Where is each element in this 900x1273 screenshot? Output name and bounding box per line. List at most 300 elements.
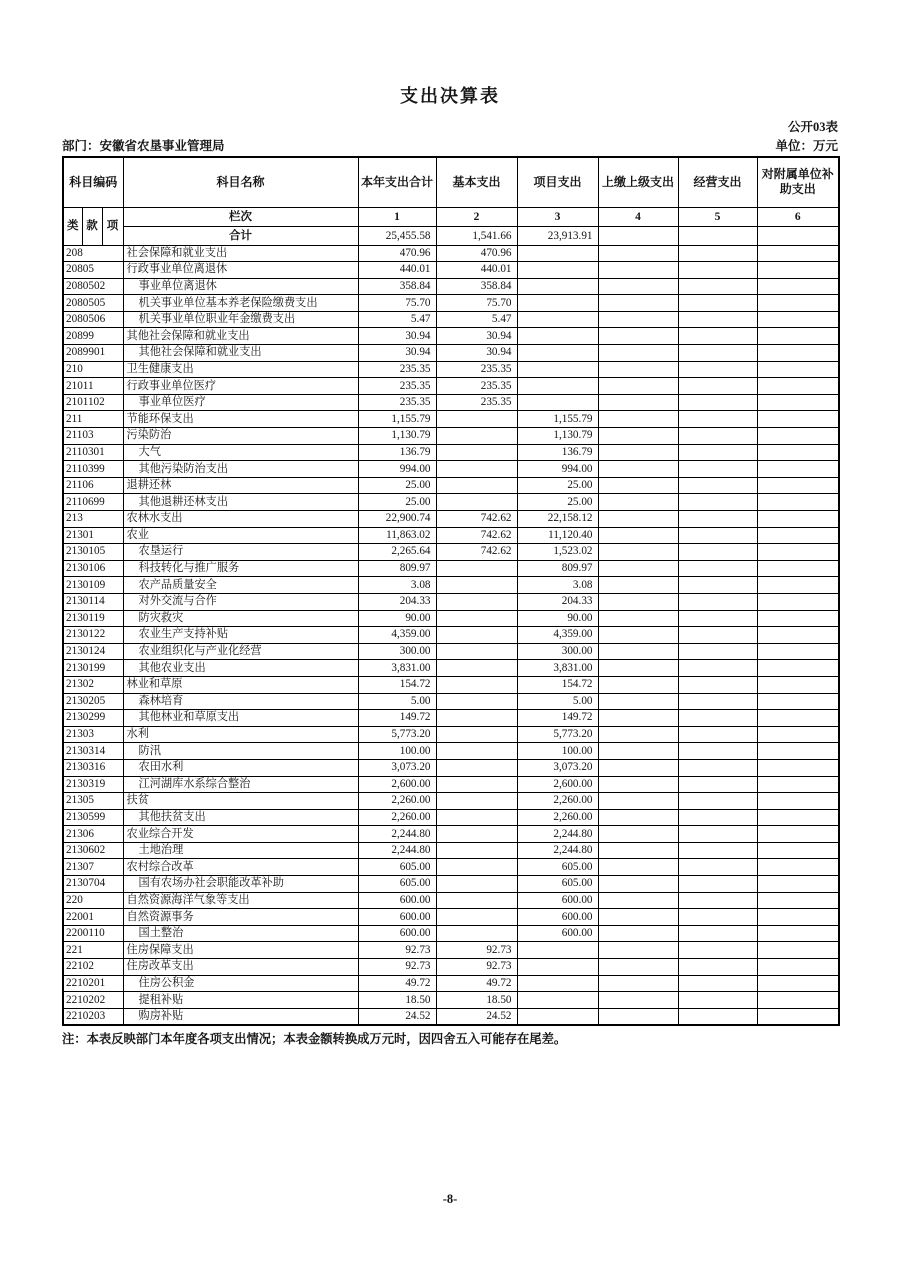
amount-cell: [678, 262, 757, 279]
amount-cell: 4,359.00: [358, 627, 436, 644]
amount-cell: [436, 660, 517, 677]
amount-cell: 30.94: [436, 328, 517, 345]
amount-cell: [436, 909, 517, 926]
amount-cell: [757, 411, 839, 428]
amount-cell: [678, 1008, 757, 1025]
subject-code: 211: [63, 411, 123, 428]
subject-name: 扶贫: [123, 793, 358, 810]
subject-name: 农村综合改革: [123, 859, 358, 876]
amount-cell: 809.97: [517, 560, 598, 577]
subject-name: 其他农业支出: [123, 660, 358, 677]
amount-cell: [436, 793, 517, 810]
amount-cell: [598, 876, 678, 893]
amount-cell: [678, 942, 757, 959]
amount-cell: [678, 411, 757, 428]
amount-cell: [757, 477, 839, 494]
amount-cell: 2,244.80: [517, 842, 598, 859]
table-row: [63, 726, 839, 743]
amount-cell: [678, 560, 757, 577]
amount-cell: 605.00: [517, 876, 598, 893]
amount-cell: [757, 676, 839, 693]
amount-cell: 300.00: [358, 643, 436, 660]
subject-code: 21103: [63, 428, 123, 445]
amount-cell: [678, 577, 757, 594]
subject-name: 防汛: [123, 743, 358, 760]
subject-code: 2130599: [63, 809, 123, 826]
amount-cell: [598, 378, 678, 395]
subject-code: 2130109: [63, 577, 123, 594]
amount-cell: [757, 759, 839, 776]
table-row: [63, 660, 839, 677]
amount-cell: [598, 710, 678, 727]
amount-cell: [436, 627, 517, 644]
col-header-basic: 基本支出: [436, 157, 517, 207]
amount-cell: 605.00: [517, 859, 598, 876]
amount-cell: [598, 461, 678, 478]
amount-cell: [598, 494, 678, 511]
subject-code: 2130316: [63, 759, 123, 776]
amount-cell: 154.72: [358, 676, 436, 693]
amount-cell: 25.00: [517, 494, 598, 511]
amount-cell: [598, 527, 678, 544]
amount-cell: [757, 262, 839, 279]
amount-cell: 5,773.20: [517, 726, 598, 743]
amount-cell: 24.52: [358, 1008, 436, 1025]
amount-cell: [598, 726, 678, 743]
subject-code: 2130105: [63, 544, 123, 561]
amount-cell: 470.96: [436, 245, 517, 262]
amount-cell: 600.00: [517, 892, 598, 909]
subject-name: 住房保障支出: [123, 942, 358, 959]
amount-cell: [436, 428, 517, 445]
amount-cell: [598, 743, 678, 760]
table-row: [63, 494, 839, 511]
table-row: [63, 975, 839, 992]
subject-code: 21011: [63, 378, 123, 395]
amount-cell: [757, 245, 839, 262]
amount-cell: [678, 627, 757, 644]
amount-cell: 1,523.02: [517, 544, 598, 561]
amount-cell: [757, 842, 839, 859]
expenditure-table: [62, 156, 840, 1026]
amount-cell: 30.94: [358, 328, 436, 345]
subject-name: 其他扶贫支出: [123, 809, 358, 826]
subject-name: 农业: [123, 527, 358, 544]
subject-name: 其他退耕还林支出: [123, 494, 358, 511]
amount-cell: [598, 826, 678, 843]
amount-cell: 2,260.00: [358, 809, 436, 826]
table-row: [63, 361, 839, 378]
subject-code-header: 科目编码: [63, 157, 123, 207]
subject-name: 农业组织化与产业化经营: [123, 643, 358, 660]
amount-cell: 92.73: [436, 959, 517, 976]
amount-cell: 5.47: [436, 311, 517, 328]
amount-cell: [757, 444, 839, 461]
subject-name: 水利: [123, 726, 358, 743]
amount-cell: [517, 278, 598, 295]
subject-name: 提租补贴: [123, 992, 358, 1009]
amount-cell: [598, 511, 678, 528]
amount-cell: 92.73: [358, 942, 436, 959]
subject-code: 2130205: [63, 693, 123, 710]
amount-cell: [598, 892, 678, 909]
amount-cell: [757, 511, 839, 528]
amount-cell: 11,863.02: [358, 527, 436, 544]
subject-name: 科技转化与推广服务: [123, 560, 358, 577]
amount-cell: [436, 693, 517, 710]
amount-cell: [678, 876, 757, 893]
amount-cell: 1,155.79: [358, 411, 436, 428]
amount-cell: 100.00: [358, 743, 436, 760]
amount-cell: [678, 527, 757, 544]
header-row-1: [63, 157, 839, 207]
amount-cell: [757, 859, 839, 876]
amount-cell: 300.00: [517, 643, 598, 660]
table-row: [63, 461, 839, 478]
amount-cell: 235.35: [358, 361, 436, 378]
amount-cell: [678, 345, 757, 362]
header-row-lanci: [63, 207, 839, 226]
subject-name: 社会保障和就业支出: [123, 245, 358, 262]
amount-cell: [757, 793, 839, 810]
amount-cell: 5,773.20: [358, 726, 436, 743]
amount-cell: 1,130.79: [517, 428, 598, 445]
table-row: [63, 643, 839, 660]
subject-code: 2130199: [63, 660, 123, 677]
subject-code: 2130299: [63, 710, 123, 727]
table-row: [63, 610, 839, 627]
amount-cell: [757, 627, 839, 644]
amount-cell: 204.33: [517, 593, 598, 610]
amount-cell: 742.62: [436, 511, 517, 528]
amount-cell: 2,244.80: [358, 842, 436, 859]
table-row: [63, 411, 839, 428]
lanci-number: 2: [436, 207, 517, 226]
table-row: [63, 676, 839, 693]
amount-cell: [757, 361, 839, 378]
amount-cell: [436, 743, 517, 760]
table-row: [63, 560, 839, 577]
amount-cell: [436, 925, 517, 942]
subject-code: 20899: [63, 328, 123, 345]
amount-cell: [598, 361, 678, 378]
table-row: [63, 627, 839, 644]
amount-cell: [678, 859, 757, 876]
amount-cell: [598, 959, 678, 976]
subject-code: 2080502: [63, 278, 123, 295]
amount-cell: [757, 494, 839, 511]
subject-code: 21302: [63, 676, 123, 693]
amount-cell: [598, 278, 678, 295]
amount-cell: [757, 378, 839, 395]
amount-cell: 100.00: [517, 743, 598, 760]
subject-code: 2110301: [63, 444, 123, 461]
amount-cell: [678, 909, 757, 926]
code-sub-class: 类: [63, 207, 82, 245]
amount-cell: [757, 643, 839, 660]
amount-cell: 75.70: [436, 295, 517, 312]
amount-cell: [757, 826, 839, 843]
amount-cell: [757, 710, 839, 727]
amount-cell: 470.96: [358, 245, 436, 262]
table-row: [63, 793, 839, 810]
amount-cell: [757, 975, 839, 992]
table-row: [63, 428, 839, 445]
amount-cell: [678, 710, 757, 727]
amount-cell: [678, 776, 757, 793]
table-row: [63, 511, 839, 528]
subject-name: 污染防治: [123, 428, 358, 445]
subject-name: 江河湖库水系综合整治: [123, 776, 358, 793]
amount-cell: [678, 643, 757, 660]
subject-name: 农田水利: [123, 759, 358, 776]
amount-cell: [598, 809, 678, 826]
table-row: [63, 1008, 839, 1025]
subject-code: 2130106: [63, 560, 123, 577]
amount-cell: [678, 676, 757, 693]
amount-cell: [436, 494, 517, 511]
subject-code: 2130124: [63, 643, 123, 660]
amount-cell: 25.00: [358, 477, 436, 494]
amount-cell: [598, 859, 678, 876]
subject-code: 2130119: [63, 610, 123, 627]
amount-cell: 605.00: [358, 859, 436, 876]
amount-cell: 2,600.00: [517, 776, 598, 793]
col-header-operating: 经营支出: [678, 157, 757, 207]
subject-name: 节能环保支出: [123, 411, 358, 428]
amount-cell: 3.08: [358, 577, 436, 594]
amount-cell: [757, 776, 839, 793]
subject-code: 220: [63, 892, 123, 909]
subject-code: 20805: [63, 262, 123, 279]
total-value: 25,455.58: [358, 226, 436, 245]
amount-cell: [598, 676, 678, 693]
amount-cell: 440.01: [358, 262, 436, 279]
page-number: -8-: [442, 1192, 458, 1206]
amount-cell: [678, 759, 757, 776]
amount-cell: [598, 793, 678, 810]
amount-cell: 605.00: [358, 876, 436, 893]
col-header-upturn: 上缴上级支出: [598, 157, 678, 207]
amount-cell: [598, 593, 678, 610]
amount-cell: [678, 992, 757, 1009]
amount-cell: 235.35: [436, 378, 517, 395]
subject-name-header: 科目名称: [123, 157, 358, 207]
total-value: [598, 226, 678, 245]
amount-cell: 92.73: [436, 942, 517, 959]
amount-cell: [678, 925, 757, 942]
amount-cell: [678, 494, 757, 511]
amount-cell: [517, 311, 598, 328]
subject-code: 21303: [63, 726, 123, 743]
amount-cell: [436, 444, 517, 461]
amount-cell: [598, 444, 678, 461]
amount-cell: [598, 262, 678, 279]
page-content: [62, 0, 838, 1047]
subject-name: 农业综合开发: [123, 826, 358, 843]
amount-cell: [757, 1008, 839, 1025]
amount-cell: [678, 477, 757, 494]
amount-cell: 1,130.79: [358, 428, 436, 445]
subject-code: 221: [63, 942, 123, 959]
subject-name: 退耕还林: [123, 477, 358, 494]
amount-cell: 5.00: [517, 693, 598, 710]
amount-cell: 18.50: [358, 992, 436, 1009]
amount-cell: [598, 693, 678, 710]
amount-cell: [757, 544, 839, 561]
amount-cell: 235.35: [436, 361, 517, 378]
col-header-subsidy: 对附属单位补助支出: [757, 157, 839, 207]
amount-cell: 235.35: [436, 394, 517, 411]
table-row: [63, 942, 839, 959]
subject-code: 2080505: [63, 295, 123, 312]
table-row: [63, 710, 839, 727]
amount-cell: 75.70: [358, 295, 436, 312]
amount-cell: [598, 610, 678, 627]
amount-cell: [598, 1008, 678, 1025]
amount-cell: 742.62: [436, 527, 517, 544]
subject-code: 2130314: [63, 743, 123, 760]
amount-cell: [517, 394, 598, 411]
subject-code: 2101102: [63, 394, 123, 411]
subject-code: 2110699: [63, 494, 123, 511]
amount-cell: 2,265.64: [358, 544, 436, 561]
subject-code: 210: [63, 361, 123, 378]
subject-name: 事业单位离退休: [123, 278, 358, 295]
subject-name: 其他林业和草原支出: [123, 710, 358, 727]
amount-cell: [517, 959, 598, 976]
table-row: [63, 345, 839, 362]
table-row: [63, 295, 839, 312]
amount-cell: [678, 378, 757, 395]
amount-cell: 25.00: [517, 477, 598, 494]
table-row: [63, 593, 839, 610]
subject-name: 住房改革支出: [123, 959, 358, 976]
lanci-number: 4: [598, 207, 678, 226]
amount-cell: [757, 809, 839, 826]
footnote: 注：本表反映部门本年度各项支出情况；本表金额转换成万元时，因四舍五入可能存在尾差。: [62, 1031, 567, 1046]
total-label: 合计: [123, 226, 358, 245]
amount-cell: 49.72: [436, 975, 517, 992]
amount-cell: [598, 560, 678, 577]
subject-name: 卫生健康支出: [123, 361, 358, 378]
amount-cell: 994.00: [517, 461, 598, 478]
amount-cell: [678, 461, 757, 478]
table-row: [63, 959, 839, 976]
amount-cell: [757, 593, 839, 610]
amount-cell: [757, 278, 839, 295]
amount-cell: [598, 925, 678, 942]
table-row: [63, 378, 839, 395]
subject-code: 2130704: [63, 876, 123, 893]
amount-cell: [757, 693, 839, 710]
amount-cell: [436, 809, 517, 826]
amount-cell: 30.94: [358, 345, 436, 362]
amount-cell: [757, 394, 839, 411]
amount-cell: [757, 311, 839, 328]
lanci-number: 6: [757, 207, 839, 226]
amount-cell: [678, 394, 757, 411]
subject-name: 对外交流与合作: [123, 593, 358, 610]
amount-cell: [598, 842, 678, 859]
amount-cell: [436, 643, 517, 660]
amount-cell: [436, 859, 517, 876]
amount-cell: [517, 345, 598, 362]
col-header-project: 项目支出: [517, 157, 598, 207]
amount-cell: 22,158.12: [517, 511, 598, 528]
unit-label: 单位：万元: [775, 139, 838, 153]
amount-cell: 92.73: [358, 959, 436, 976]
table-row: [63, 992, 839, 1009]
amount-cell: [436, 826, 517, 843]
subject-name: 大气: [123, 444, 358, 461]
amount-cell: 2,244.80: [358, 826, 436, 843]
amount-cell: 90.00: [358, 610, 436, 627]
table-row: [63, 245, 839, 262]
lanci-number: 5: [678, 207, 757, 226]
amount-cell: 22,900.74: [358, 511, 436, 528]
amount-cell: [757, 726, 839, 743]
header-row-total: [63, 226, 839, 245]
table-row: [63, 776, 839, 793]
amount-cell: 136.79: [517, 444, 598, 461]
amount-cell: 994.00: [358, 461, 436, 478]
amount-cell: [598, 776, 678, 793]
amount-cell: [678, 311, 757, 328]
table-row: [63, 477, 839, 494]
amount-cell: [436, 892, 517, 909]
subject-code: 2210201: [63, 975, 123, 992]
subject-name: 农垦运行: [123, 544, 358, 561]
amount-cell: [598, 328, 678, 345]
subject-name: 自然资源事务: [123, 909, 358, 926]
amount-cell: [598, 345, 678, 362]
amount-cell: 90.00: [517, 610, 598, 627]
amount-cell: [757, 428, 839, 445]
amount-cell: 2,260.00: [517, 809, 598, 826]
lanci-number: 1: [358, 207, 436, 226]
amount-cell: 600.00: [358, 925, 436, 942]
amount-cell: [678, 593, 757, 610]
subject-name: 机关事业单位职业年金缴费支出: [123, 311, 358, 328]
amount-cell: 5.00: [358, 693, 436, 710]
subject-name: 自然资源海洋气象等支出: [123, 892, 358, 909]
amount-cell: [517, 295, 598, 312]
amount-cell: [678, 511, 757, 528]
amount-cell: [436, 776, 517, 793]
subject-name: 机关事业单位基本养老保险缴费支出: [123, 295, 358, 312]
subject-name: 购房补贴: [123, 1008, 358, 1025]
amount-cell: [436, 577, 517, 594]
amount-cell: 25.00: [358, 494, 436, 511]
amount-cell: [757, 610, 839, 627]
amount-cell: [757, 909, 839, 926]
subject-name: 林业和草原: [123, 676, 358, 693]
amount-cell: [517, 262, 598, 279]
amount-cell: [678, 278, 757, 295]
amount-cell: 809.97: [358, 560, 436, 577]
amount-cell: 149.72: [517, 710, 598, 727]
table-row: [63, 577, 839, 594]
amount-cell: 1,155.79: [517, 411, 598, 428]
subject-name: 事业单位医疗: [123, 394, 358, 411]
table-row: [63, 925, 839, 942]
amount-cell: [598, 643, 678, 660]
amount-cell: 2,260.00: [358, 793, 436, 810]
amount-cell: [678, 361, 757, 378]
amount-cell: [598, 660, 678, 677]
amount-cell: [757, 577, 839, 594]
